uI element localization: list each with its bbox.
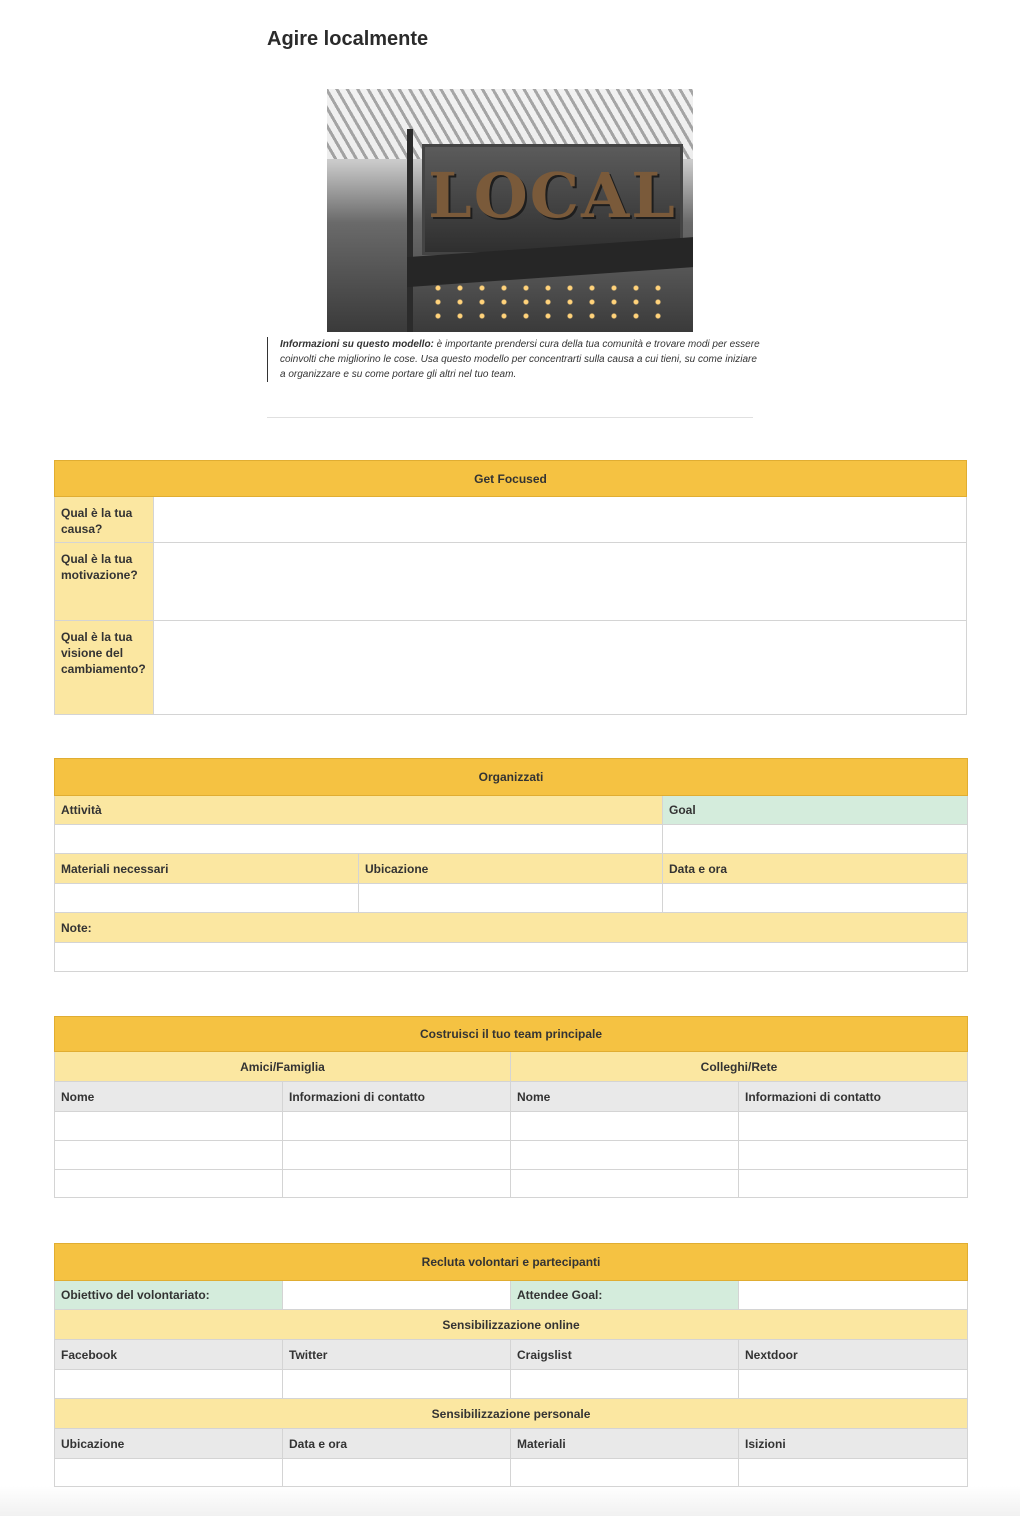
recruit-inperson-cell[interactable] xyxy=(283,1459,511,1487)
hero-lamp-pole xyxy=(407,129,413,332)
recruit-volunteer-goal-label: Obiettivo del volontariato: xyxy=(55,1281,283,1310)
team-cell[interactable] xyxy=(55,1170,283,1198)
focus-table xyxy=(54,460,967,715)
hero-image xyxy=(327,89,693,332)
recruit-attendee-goal-input[interactable] xyxy=(739,1281,968,1310)
recruit-inperson-datetime: Data e ora xyxy=(283,1429,511,1459)
recruit-inperson-materials: Materiali xyxy=(511,1429,739,1459)
team-friends-family-label: Amici/Famiglia xyxy=(55,1052,511,1082)
team-cell[interactable] xyxy=(511,1141,739,1170)
team-cell[interactable] xyxy=(739,1170,968,1198)
recruit-inperson-label: Sensibilizzazione personale xyxy=(55,1399,968,1429)
team-table xyxy=(54,1016,968,1198)
organize-datetime-input[interactable] xyxy=(663,884,968,913)
team-cell[interactable] xyxy=(283,1141,511,1170)
recruit-header: Recluta volontari e partecipanti xyxy=(55,1244,968,1281)
divider xyxy=(267,417,753,418)
team-name-col-1: Nome xyxy=(55,1082,283,1112)
focus-header: Get Focused xyxy=(55,461,967,497)
team-cell[interactable] xyxy=(511,1170,739,1198)
team-cell[interactable] xyxy=(739,1112,968,1141)
focus-vision-label: Qual è la tua visione del cambiamento? xyxy=(55,621,154,715)
table-row xyxy=(55,1370,968,1399)
hero-string-lights xyxy=(427,281,677,321)
recruit-inperson-cell[interactable] xyxy=(55,1459,283,1487)
organize-goal-input[interactable] xyxy=(663,825,968,854)
recruit-inperson-signups: Isizioni xyxy=(739,1429,968,1459)
caption-text: è importante prendersi cura della tua comunità e trovare modi per essere coinvolti che migliorino le cose. Usa questo modello per concentrarti sulla causa a cui tieni, su come iniziare a organizzare e su come portare gli altri nel tuo team. xyxy=(280,339,760,380)
recruit-channel-craigslist: Craigslist xyxy=(511,1340,739,1370)
recruit-inperson-cell[interactable] xyxy=(511,1459,739,1487)
recruit-channel-twitter: Twitter xyxy=(283,1340,511,1370)
team-name-col-2: Nome xyxy=(511,1082,739,1112)
team-cell[interactable] xyxy=(511,1112,739,1141)
organize-notes-input[interactable] xyxy=(55,943,968,972)
focus-cause-input[interactable] xyxy=(154,497,967,543)
organize-notes-label: Note: xyxy=(55,913,968,943)
recruit-table xyxy=(54,1243,968,1487)
organize-table xyxy=(54,758,968,972)
organize-datetime-label: Data e ora xyxy=(663,854,968,884)
focus-vision-input[interactable] xyxy=(154,621,967,715)
team-cell[interactable] xyxy=(739,1141,968,1170)
organize-location-label: Ubicazione xyxy=(359,854,663,884)
recruit-online-label: Sensibilizzazione online xyxy=(55,1310,968,1340)
team-cell[interactable] xyxy=(283,1112,511,1141)
recruit-channel-facebook: Facebook xyxy=(55,1340,283,1370)
focus-motivation-label: Qual è la tua motivazione? xyxy=(55,543,154,621)
team-cell[interactable] xyxy=(55,1141,283,1170)
hero-sign-text: LOCAL xyxy=(428,159,677,232)
table-row xyxy=(55,1112,968,1141)
team-colleagues-label: Colleghi/Rete xyxy=(511,1052,968,1082)
table-row xyxy=(55,1170,968,1198)
caption-bold: Informazioni su questo modello: xyxy=(280,339,434,350)
recruit-online-cell[interactable] xyxy=(511,1370,739,1399)
team-contact-col-2: Informazioni di contatto xyxy=(739,1082,968,1112)
organize-goal-label: Goal xyxy=(663,796,968,825)
bottom-fade xyxy=(0,1486,1020,1516)
team-header: Costruisci il tuo team principale xyxy=(55,1017,968,1052)
recruit-attendee-goal-label: Attendee Goal: xyxy=(511,1281,739,1310)
organize-materials-input[interactable] xyxy=(55,884,359,913)
recruit-inperson-location: Ubicazione xyxy=(55,1429,283,1459)
table-row xyxy=(55,1459,968,1487)
recruit-channel-nextdoor: Nextdoor xyxy=(739,1340,968,1370)
focus-cause-label: Qual è la tua causa? xyxy=(55,497,154,543)
organize-materials-label: Materiali necessari xyxy=(55,854,359,884)
recruit-volunteer-goal-input[interactable] xyxy=(283,1281,511,1310)
organize-header: Organizzati xyxy=(55,759,968,796)
recruit-online-cell[interactable] xyxy=(55,1370,283,1399)
focus-motivation-input[interactable] xyxy=(154,543,967,621)
organize-activity-label: Attività xyxy=(55,796,663,825)
template-info-caption xyxy=(267,337,760,382)
organize-location-input[interactable] xyxy=(359,884,663,913)
table-row xyxy=(55,1141,968,1170)
hero-sign xyxy=(422,144,683,255)
recruit-inperson-cell[interactable] xyxy=(739,1459,968,1487)
team-cell[interactable] xyxy=(283,1170,511,1198)
organize-activity-input[interactable] xyxy=(55,825,663,854)
recruit-online-cell[interactable] xyxy=(739,1370,968,1399)
recruit-online-cell[interactable] xyxy=(283,1370,511,1399)
team-cell[interactable] xyxy=(55,1112,283,1141)
team-contact-col-1: Informazioni di contatto xyxy=(283,1082,511,1112)
page-title: Agire localmente xyxy=(267,28,429,50)
